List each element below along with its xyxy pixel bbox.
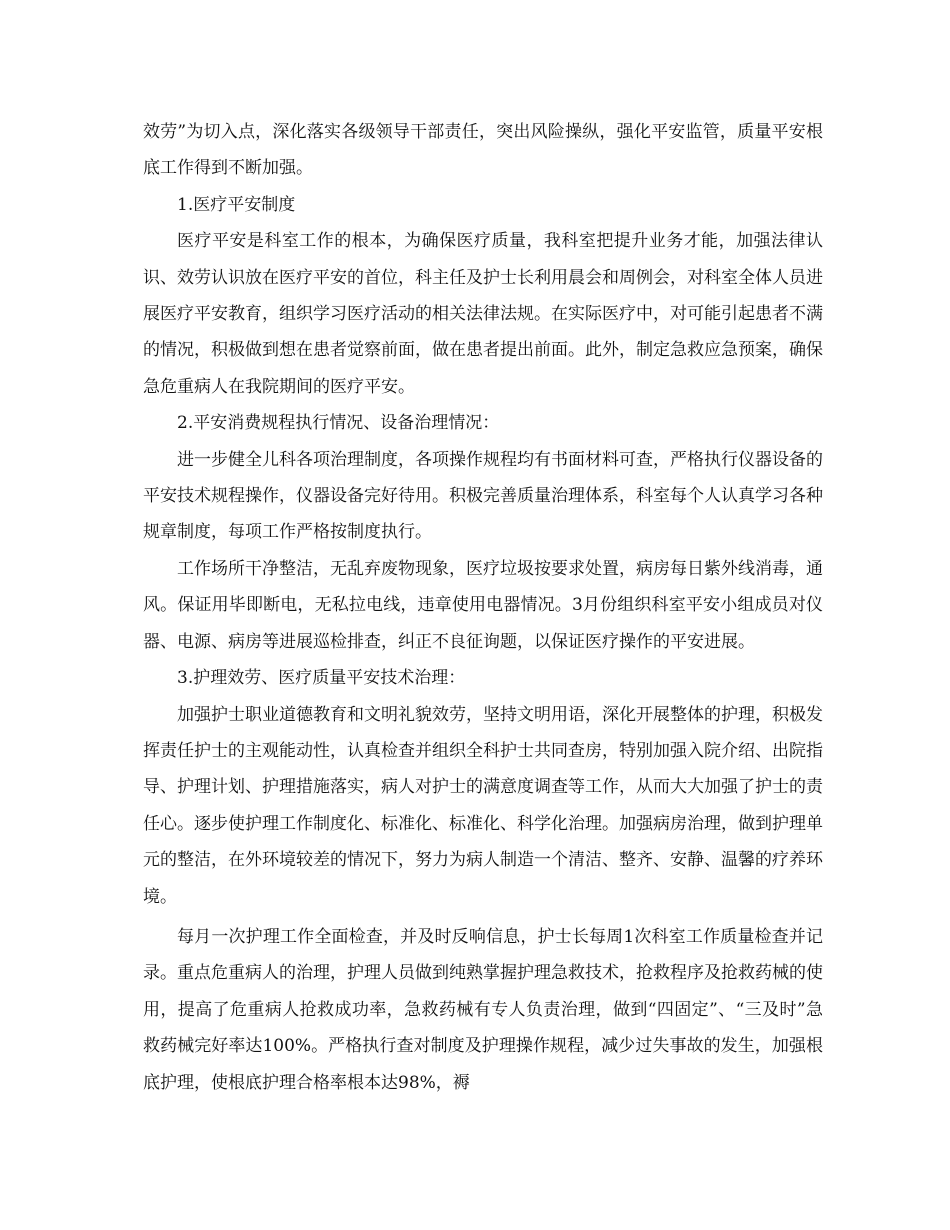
- paragraph-medical-safety: 医疗平安是科室工作的根本，为确保医疗质量，我科室把提升业务才能，加强法律认识、效劳认识放在医疗平安的首位，科主任及护士长利用晨会和周例会，对科室全体人员进展医疗平安教育，组织学习医疗活动的相关法律法规。在实际医疗中，对可能引起患者不满的情况，积极做到想在患者觉察前面，做在患者提出前面。此外，制定急救应急预案，确保急危重病人在我院期间的医疗平安。: [143, 231, 823, 397]
- paragraph-workplace: 工作场所干净整洁，无乱弃废物现象，医疗垃圾按要求处置，病房每日紫外线消毒，通风。保证用毕即断电，无私拉电线，违章使用电器情况。3月份组织科室平安小组成员对仪器、电源、病房等进展巡检排查，纠正不良征询题，以保证医疗操作的平安进展。: [143, 558, 823, 652]
- document-body: [143, 114, 823, 1101]
- paragraph-monthly-check: 每月一次护理工作全面检查，并及时反响信息，护士长每周1次科室工作质量检查并记录。重点危重病人的治理，护理人员做到纯熟掌握护理急救技术，抢救程序及抢救药械的使用，提高了危重病人抢救成功率，急救药械有专人负责治理，做到“四固定”、“三及时”急救药械完好率达100%。严格执行查对制度及护理操作规程，减少过失事故的发生，加强根底护理，使根底护理合格率根本达98%，褥: [143, 926, 823, 1093]
- paragraph-continuation: 效劳”为切入点，深化落实各级领导干部责任，突出风险操纵，强化平安监管，质量平安根底工作得到不断加强。: [143, 122, 823, 179]
- paragraph-equipment-rules: 进一步健全儿科各项治理制度，各项操作规程均有书面材料可查，严格执行仪器设备的平安技术规程操作，仪器设备完好待用。积极完善质量治理体系，科室每个人认真学习各种规章制度，每项工作严格按制度执行。: [143, 449, 823, 543]
- section-heading-medical-safety: 1.医疗平安制度: [177, 194, 296, 215]
- section-heading-equipment: 2.平安消费规程执行情况、设备治理情况：: [177, 413, 500, 434]
- paragraph-nursing-ethics: 加强护士职业道德教育和文明礼貌效劳，坚持文明用语，深化开展整体的护理，积极发挥责任护士的主观能动性，认真检查并组织全科护士共同查房，特别加强入院介绍、出院指导、护理计划、护理措施落实，病人对护士的满意度调查等工作，从而大大加强了护士的责任心。逐步使护理工作制度化、标准化、标准化、科学化治理。加强病房治理，做到护理单元的整洁，在外环境较差的情况下，努力为病人制造一个清洁、整齐、安静、温馨的疗养环境。: [143, 704, 823, 907]
- section-heading-nursing: 3.护理效劳、医疗质量平安技术治理：: [177, 668, 466, 689]
